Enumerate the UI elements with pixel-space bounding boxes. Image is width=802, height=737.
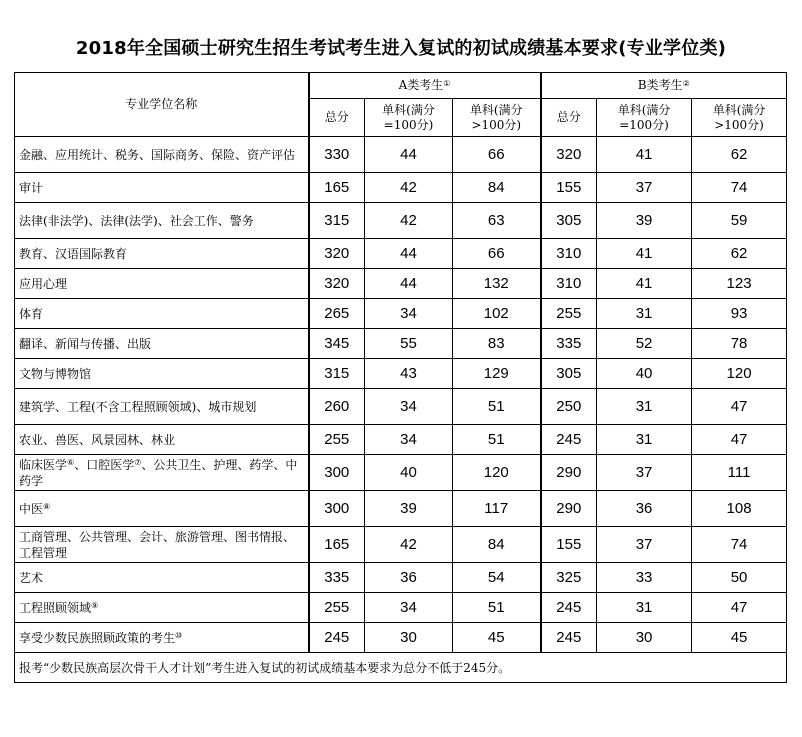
b-single-100-cell: 41 <box>597 137 692 173</box>
a-single-100-cell: 44 <box>365 137 453 173</box>
header-group-b <box>541 73 787 99</box>
b-single-100-cell: 37 <box>597 173 692 203</box>
header-b-single-100-line2: =100分) <box>619 117 669 132</box>
b-single-gt100-cell: 47 <box>692 593 787 623</box>
header-group-b-label: B类考生 <box>637 78 683 92</box>
table-header-row <box>15 73 787 99</box>
major-name <box>15 455 309 491</box>
b-single-gt100-cell: 47 <box>692 425 787 455</box>
major-name-part: 临床医学 <box>19 457 68 472</box>
a-total-cell: 165 <box>309 527 365 563</box>
header-group-b-mark: ② <box>682 79 690 88</box>
major-name-text: 享受少数民族照顾政策的考生 <box>19 630 176 645</box>
a-total-cell: 265 <box>309 299 365 329</box>
table-row <box>15 593 787 623</box>
table-row <box>15 299 787 329</box>
b-single-100-cell: 40 <box>597 359 692 389</box>
footnote-row <box>15 653 787 683</box>
b-single-gt100-cell: 47 <box>692 389 787 425</box>
b-single-100-cell: 39 <box>597 203 692 239</box>
b-single-gt100-cell: 59 <box>692 203 787 239</box>
a-single-gt100-cell: 66 <box>453 137 541 173</box>
b-total-cell: 245 <box>541 425 597 455</box>
a-single-gt100-cell: 51 <box>453 389 541 425</box>
b-single-100-cell: 31 <box>597 425 692 455</box>
a-single-100-cell: 40 <box>365 455 453 491</box>
a-total-cell: 320 <box>309 239 365 269</box>
a-single-100-cell: 55 <box>365 329 453 359</box>
header-b-single-gt100-line1: 单科(满分 <box>712 102 766 117</box>
header-a-single-100-line1: 单科(满分 <box>382 102 435 117</box>
a-single-100-cell: 34 <box>365 425 453 455</box>
footnote-mark: ⑥ <box>67 457 75 467</box>
a-total-cell: 335 <box>309 563 365 593</box>
a-single-gt100-cell: 117 <box>453 491 541 527</box>
b-single-100-cell: 37 <box>597 455 692 491</box>
page-title: 2018年全国硕士研究生招生考试考生进入复试的初试成绩基本要求(专业学位类) <box>75 38 727 59</box>
header-a-single-gt100 <box>453 99 541 137</box>
major-name <box>15 359 309 389</box>
b-single-gt100-cell: 93 <box>692 299 787 329</box>
a-single-gt100-cell: 51 <box>453 593 541 623</box>
major-name <box>15 623 309 653</box>
header-b-single-gt100 <box>692 99 787 137</box>
header-b-single-100 <box>597 99 692 137</box>
footnote: 报考“少数民族高层次骨干人才计划”考生进入复试的初试成绩基本要求为总分不低于245分。 <box>15 653 787 683</box>
header-group-a <box>309 73 541 99</box>
major-name-text: 工商管理、公共管理、会计、旅游管理、图书情报、工程管理 <box>19 529 296 560</box>
major-name <box>15 299 309 329</box>
major-name <box>15 137 309 173</box>
footnote-mark: ⑩ <box>175 630 183 640</box>
major-name-text: 教育、汉语国际教育 <box>19 246 128 261</box>
a-total-cell: 315 <box>309 359 365 389</box>
b-total-cell: 245 <box>541 623 597 653</box>
a-total-cell: 260 <box>309 389 365 425</box>
table-row <box>15 137 787 173</box>
table-row <box>15 203 787 239</box>
a-single-100-cell: 43 <box>365 359 453 389</box>
major-name <box>15 593 309 623</box>
a-single-100-cell: 34 <box>365 389 453 425</box>
major-name-text: 翻译、新闻与传播、出版 <box>19 336 152 351</box>
a-single-gt100-cell: 132 <box>453 269 541 299</box>
major-name-text: 金融、应用统计、税务、国际商务、保险、资产评估 <box>19 147 296 162</box>
header-a-single-100 <box>365 99 453 137</box>
a-single-gt100-cell: 45 <box>453 623 541 653</box>
header-b-single-100-line1: 单科(满分 <box>617 102 671 117</box>
table-row <box>15 329 787 359</box>
table-row <box>15 239 787 269</box>
b-total-cell: 290 <box>541 455 597 491</box>
a-total-cell: 330 <box>309 137 365 173</box>
major-name-text: 艺术 <box>19 570 44 585</box>
footnote-mark: ⑨ <box>91 600 99 610</box>
a-single-gt100-cell: 54 <box>453 563 541 593</box>
major-name <box>15 389 309 425</box>
a-single-100-cell: 44 <box>365 269 453 299</box>
header-a-single-gt100-line2: >100分) <box>471 117 522 132</box>
header-b-total: 总分 <box>541 99 597 137</box>
b-single-100-cell: 41 <box>597 239 692 269</box>
header-a-single-100-line2: =100分) <box>383 117 434 132</box>
table-row <box>15 389 787 425</box>
major-name-text: 应用心理 <box>19 276 68 291</box>
a-total-cell: 300 <box>309 455 365 491</box>
b-total-cell: 305 <box>541 359 597 389</box>
b-single-100-cell: 30 <box>597 623 692 653</box>
major-name-text: 体育 <box>19 306 44 321</box>
b-total-cell: 250 <box>541 389 597 425</box>
a-single-gt100-cell: 84 <box>453 173 541 203</box>
table-row <box>15 563 787 593</box>
table-row <box>15 269 787 299</box>
major-name <box>15 269 309 299</box>
b-single-gt100-cell: 108 <box>692 491 787 527</box>
header-group-a-label: A类考生 <box>398 78 444 92</box>
b-total-cell: 245 <box>541 593 597 623</box>
b-single-gt100-cell: 62 <box>692 239 787 269</box>
a-total-cell: 255 <box>309 593 365 623</box>
major-name-part: 、口腔医学 <box>74 457 135 472</box>
table-row <box>15 527 787 563</box>
major-name <box>15 329 309 359</box>
b-single-gt100-cell: 78 <box>692 329 787 359</box>
a-single-gt100-cell: 83 <box>453 329 541 359</box>
footnote-mark: ⑦ <box>134 457 142 467</box>
header-major-name: 专业学位名称 <box>15 73 309 137</box>
a-single-gt100-cell: 84 <box>453 527 541 563</box>
a-total-cell: 320 <box>309 269 365 299</box>
b-single-100-cell: 36 <box>597 491 692 527</box>
b-single-gt100-cell: 111 <box>692 455 787 491</box>
header-b-single-gt100-line2: >100分) <box>714 117 764 132</box>
b-single-100-cell: 33 <box>597 563 692 593</box>
major-name-text: 审计 <box>19 180 44 195</box>
b-single-100-cell: 31 <box>597 299 692 329</box>
table-body <box>15 137 787 653</box>
major-name <box>15 425 309 455</box>
b-single-100-cell: 31 <box>597 389 692 425</box>
a-total-cell: 300 <box>309 491 365 527</box>
b-single-100-cell: 52 <box>597 329 692 359</box>
major-name <box>15 527 309 563</box>
a-single-gt100-cell: 63 <box>453 203 541 239</box>
a-single-gt100-cell: 66 <box>453 239 541 269</box>
major-name-text: 农业、兽医、风景园林、林业 <box>19 432 176 447</box>
major-name <box>15 203 309 239</box>
major-name <box>15 491 309 527</box>
footnote-mark: ⑧ <box>43 501 51 511</box>
b-total-cell: 305 <box>541 203 597 239</box>
b-total-cell: 325 <box>541 563 597 593</box>
a-single-gt100-cell: 102 <box>453 299 541 329</box>
a-single-100-cell: 34 <box>365 593 453 623</box>
a-single-100-cell: 30 <box>365 623 453 653</box>
b-single-gt100-cell: 74 <box>692 173 787 203</box>
a-single-100-cell: 44 <box>365 239 453 269</box>
b-total-cell: 155 <box>541 527 597 563</box>
table-row <box>15 425 787 455</box>
b-single-gt100-cell: 123 <box>692 269 787 299</box>
a-single-100-cell: 42 <box>365 173 453 203</box>
major-name <box>15 173 309 203</box>
a-total-cell: 245 <box>309 623 365 653</box>
header-a-total: 总分 <box>309 99 365 137</box>
major-name-text: 建筑学、工程(不含工程照顾领域)、城市规划 <box>19 399 257 414</box>
table-row <box>15 491 787 527</box>
b-single-100-cell: 31 <box>597 593 692 623</box>
b-total-cell: 255 <box>541 299 597 329</box>
major-name-part: 、公共卫生、护理、药学、中药学 <box>19 457 298 488</box>
table-row <box>15 455 787 491</box>
b-total-cell: 320 <box>541 137 597 173</box>
a-single-gt100-cell: 51 <box>453 425 541 455</box>
a-total-cell: 255 <box>309 425 365 455</box>
a-total-cell: 315 <box>309 203 365 239</box>
major-name-text: 中医 <box>19 501 44 516</box>
major-name-text: 工程照顾领域 <box>19 600 92 615</box>
b-total-cell: 310 <box>541 239 597 269</box>
b-single-gt100-cell: 50 <box>692 563 787 593</box>
score-table <box>14 72 787 683</box>
a-single-100-cell: 42 <box>365 203 453 239</box>
b-single-gt100-cell: 45 <box>692 623 787 653</box>
table-row <box>15 623 787 653</box>
major-name <box>15 563 309 593</box>
major-name <box>15 239 309 269</box>
major-name-text: 法律(非法学)、法律(法学)、社会工作、警务 <box>19 213 254 228</box>
a-single-100-cell: 36 <box>365 563 453 593</box>
a-single-100-cell: 42 <box>365 527 453 563</box>
b-total-cell: 290 <box>541 491 597 527</box>
a-single-gt100-cell: 120 <box>453 455 541 491</box>
table-row <box>15 173 787 203</box>
b-single-gt100-cell: 74 <box>692 527 787 563</box>
a-total-cell: 165 <box>309 173 365 203</box>
header-a-single-gt100-line1: 单科(满分 <box>469 102 523 117</box>
b-total-cell: 155 <box>541 173 597 203</box>
b-single-100-cell: 37 <box>597 527 692 563</box>
a-single-gt100-cell: 129 <box>453 359 541 389</box>
table-row <box>15 359 787 389</box>
b-single-100-cell: 41 <box>597 269 692 299</box>
major-name-text: 文物与博物馆 <box>19 366 92 381</box>
a-single-100-cell: 34 <box>365 299 453 329</box>
header-group-a-mark: ① <box>443 79 451 88</box>
a-single-100-cell: 39 <box>365 491 453 527</box>
b-total-cell: 335 <box>541 329 597 359</box>
b-single-gt100-cell: 62 <box>692 137 787 173</box>
b-total-cell: 310 <box>541 269 597 299</box>
a-total-cell: 345 <box>309 329 365 359</box>
b-single-gt100-cell: 120 <box>692 359 787 389</box>
